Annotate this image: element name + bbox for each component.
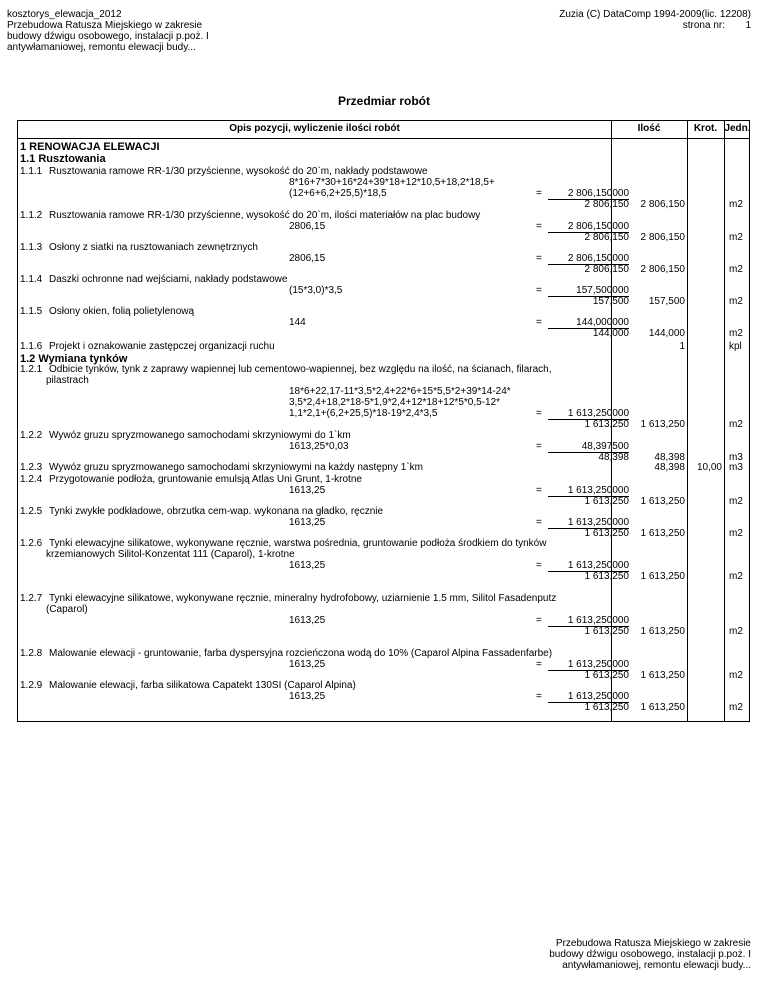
calculation-formula: 8*16+7*30+16*24+39*18+12*10,5+18,2*18,5+ [289,177,495,188]
item-number: 1.1.2 [20,210,43,221]
calculated-subtotal: 1 613,250 [584,419,629,430]
equals-sign: = [536,221,542,232]
document-header-left [7,9,267,53]
item-description: Wywóz gruzu spryzmowanego samochodami skrzyniowymi do 1`km [49,430,351,441]
equals-sign: = [536,441,542,452]
item-unit: m2 [729,296,743,307]
equals-sign: = [536,560,542,571]
equals-sign: = [536,517,542,528]
item-quantity: 1 613,250 [640,670,685,681]
item-description: Malowanie elewacji - gruntowanie, farba dyspersyjna rozcieńczona wodą do 10% (Caparol Alpina Fassadenfarbe) [49,648,553,659]
calculated-subtotal: 2 806,150 [584,199,629,210]
calculation-formula: 1,1*2,1+(6,2+25,5)*18-19*2,4*3,5 [289,408,438,419]
calculation-formula: 144 [289,317,306,328]
calculation-formula: (12+6+6,2+25,5)*18,5 [289,188,387,199]
footer-line: antywłamaniowej, remontu elewacji budy... [562,960,751,971]
item-description: Rusztowania ramowe RR-1/30 przyścienne, wysokość do 20`m, ilości materiałów na plac budowy [49,210,481,221]
header-project-line: Przebudowa Ratusza Miejskiego w zakresie [7,20,203,31]
calculation-formula: 1613,25 [289,560,326,571]
column-header-quantity: Ilość [637,123,661,134]
calculated-value: 2 806,150000 [567,221,629,232]
calculation-formula: 1613,25 [289,517,326,528]
item-quantity: 1 613,250 [640,496,685,507]
item-number: 1.1.5 [20,306,43,317]
item-description: Wywóz gruzu spryzmowanego samochodami skrzyniowymi na każdy następny 1`km [49,462,423,473]
item-number: 1.1.1 [20,166,43,177]
item-description: Tynki zwykłe podkładowe, obrzutka cem-wap. wykonana na gładko, ręcznie [49,506,384,517]
item-description: Tynki elewacyjne silikatowe, wykonywane ręcznie, warstwa pośrednia, gruntowanie podłoża środkiem do tynków [49,538,547,549]
equals-sign: = [536,253,542,264]
calculation-formula: 3,5*2,4+18,2*18-5*1,9*2,4+12*18+12*5*0,5-12* [289,397,501,408]
item-unit: m3 [729,462,743,473]
item-number: 1.2.2 [20,430,43,441]
item-description: Tynki elewacyjne silikatowe, wykonywane ręcznie, mineralny hydrofobowy, uziarnienie 1.5 mm, Silitol Fasadenputz [49,593,557,604]
item-description: pilastrach [46,375,89,386]
equals-sign: = [536,408,542,419]
calculated-subtotal: 157,500 [592,296,629,307]
item-quantity: 2 806,150 [640,264,685,275]
calculation-formula: 18*6+22,17-11*3,5*2,4+22*6+15*5,5*2+39*14-24* [289,386,511,397]
item-description: Projekt i oznakowanie zastępczej organizacji ruchu [49,341,275,352]
item-number: 1.2.6 [20,538,43,549]
calculated-value: 2 806,150000 [567,253,629,264]
item-quantity: 1 613,250 [640,419,685,430]
calculation-formula: 1613,25 [289,659,326,670]
calculated-subtotal: 144,000 [592,328,629,339]
page-label: strona nr: [682,20,725,31]
equals-sign: = [536,188,542,199]
item-number: 1.2.3 [20,462,43,473]
item-description: Malowanie elewacji, farba silikatowa Capatekt 130SI (Caparol Alpina) [49,680,356,691]
column-header-multiplier: Krot. [693,123,718,134]
item-unit: m2 [729,496,743,507]
equals-sign: = [536,659,542,670]
calculated-subtotal: 1 613,250 [584,528,629,539]
subsection-heading: 1.1 Rusztowania [20,153,106,165]
item-quantity: 2 806,150 [640,199,685,210]
item-number: 1.1.3 [20,242,43,253]
item-description: Daszki ochronne nad wejściami, nakłady podstawowe [49,274,288,285]
calculation-formula: 1613,25 [289,691,326,702]
section-heading: 1 RENOWACJA ELEWACJI [20,141,160,153]
item-unit: m2 [729,528,743,539]
item-number: 1.2.8 [20,648,43,659]
calculation-formula: 2806,15 [289,221,326,232]
calculated-value: 1 613,250000 [567,560,629,571]
calculated-value: 144,000000 [576,317,629,328]
item-description: (Caparol) [46,604,88,615]
footer-line: budowy dźwigu osobowego, instalacji p.poż. I [549,949,751,960]
item-number: 1.2.9 [20,680,43,691]
header-project-line: antywłamaniowej, remontu elewacji budy... [7,42,196,53]
item-unit: m2 [729,626,743,637]
header-project-line: budowy dźwigu osobowego, instalacji p.poż. I [7,31,209,42]
item-number: 1.2.1 [20,364,43,375]
equals-sign: = [536,285,542,296]
estimate-table [17,120,750,722]
calculation-formula: 1613,25*0,03 [289,441,349,452]
subsection-heading: 1.2 Wymiana tynków [20,353,128,365]
calculated-subtotal: 48,398 [598,452,629,463]
item-multiplier: 10,00 [696,462,722,473]
calculated-value: 1 613,250000 [567,517,629,528]
item-quantity: 48,398 [654,452,685,463]
item-description: Przygotowanie podłoża, gruntowanie emulsją Atlas Uni Grunt, 1-krotne [49,474,362,485]
calculation-formula: 2806,15 [289,253,326,264]
item-unit: m2 [729,419,743,430]
item-unit: m3 [729,452,743,463]
item-unit: m2 [729,702,743,713]
column-header-unit: Jedn. [724,123,751,134]
header-file-name: kosztorys_elewacja_2012 [7,9,122,20]
item-quantity: 48,398 [654,462,685,473]
item-quantity: 144,000 [648,328,685,339]
equals-sign: = [536,615,542,626]
calculated-value: 1 613,250000 [567,485,629,496]
item-description: Osłony z siatki na rusztowaniach zewnętrznych [49,242,258,253]
item-quantity: 157,500 [648,296,685,307]
item-description: Rusztowania ramowe RR-1/30 przyścienne, wysokość do 20`m, nakłady podstawowe [49,166,428,177]
item-unit: m2 [729,670,743,681]
calculated-value: 157,500000 [576,285,629,296]
header-row-divider [18,138,749,139]
column-header-description: Opis pozycji, wyliczenie ilości robót [229,123,400,134]
item-number: 1.1.6 [20,341,43,352]
item-number: 1.2.7 [20,593,43,604]
calculated-subtotal: 1 613,250 [584,702,629,713]
item-number: 1.2.4 [20,474,43,485]
header-software-line: Zuzia (C) DataComp 1994-2009(lic. 12208) [559,9,751,20]
calculated-value: 1 613,250000 [567,691,629,702]
equals-sign: = [536,691,542,702]
item-quantity: 1 [679,341,685,352]
item-description: Odbicie tynków, tynk z zaprawy wapiennej lub cementowo-wapiennej, bez względu na ilość, na ścianach, filarach, [49,364,552,375]
calculated-value: 1 613,250000 [567,615,629,626]
item-unit: m2 [729,199,743,210]
column-divider [724,121,725,721]
calculated-value: 2 806,150000 [567,188,629,199]
equals-sign: = [536,485,542,496]
item-quantity: 1 613,250 [640,571,685,582]
document-footer [511,938,751,971]
calculation-formula: 1613,25 [289,615,326,626]
calculated-subtotal: 2 806,150 [584,264,629,275]
item-description: Osłony okien, folią polietylenową [49,306,195,317]
calculated-subtotal: 1 613,250 [584,571,629,582]
equals-sign: = [536,317,542,328]
calculation-formula: 1613,25 [289,485,326,496]
item-quantity: 1 613,250 [640,528,685,539]
item-unit: kpl [729,341,742,352]
calculated-value: 48,397500 [581,441,629,452]
calculated-subtotal: 1 613,250 [584,670,629,681]
calculated-value: 1 613,250000 [567,408,629,419]
item-unit: m2 [729,264,743,275]
column-divider [687,121,688,721]
calculated-subtotal: 2 806,150 [584,232,629,243]
item-quantity: 1 613,250 [640,702,685,713]
page-title: Przedmiar robót [337,94,430,108]
document-header-right [501,9,751,31]
item-unit: m2 [729,328,743,339]
calculated-subtotal: 1 613,250 [584,626,629,637]
item-number: 1.1.4 [20,274,43,285]
item-number: 1.2.5 [20,506,43,517]
item-description: krzemianowych Silitol-Konzentat 111 (Caparol), 1-krotne [46,549,295,560]
page-number: 1 [745,20,751,31]
item-unit: m2 [729,232,743,243]
item-quantity: 1 613,250 [640,626,685,637]
calculated-value: 1 613,250000 [567,659,629,670]
item-quantity: 2 806,150 [640,232,685,243]
footer-line: Przebudowa Ratusza Miejskiego w zakresie [555,938,751,949]
item-unit: m2 [729,571,743,582]
calculated-subtotal: 1 613,250 [584,496,629,507]
calculation-formula: (15*3,0)*3,5 [289,285,343,296]
